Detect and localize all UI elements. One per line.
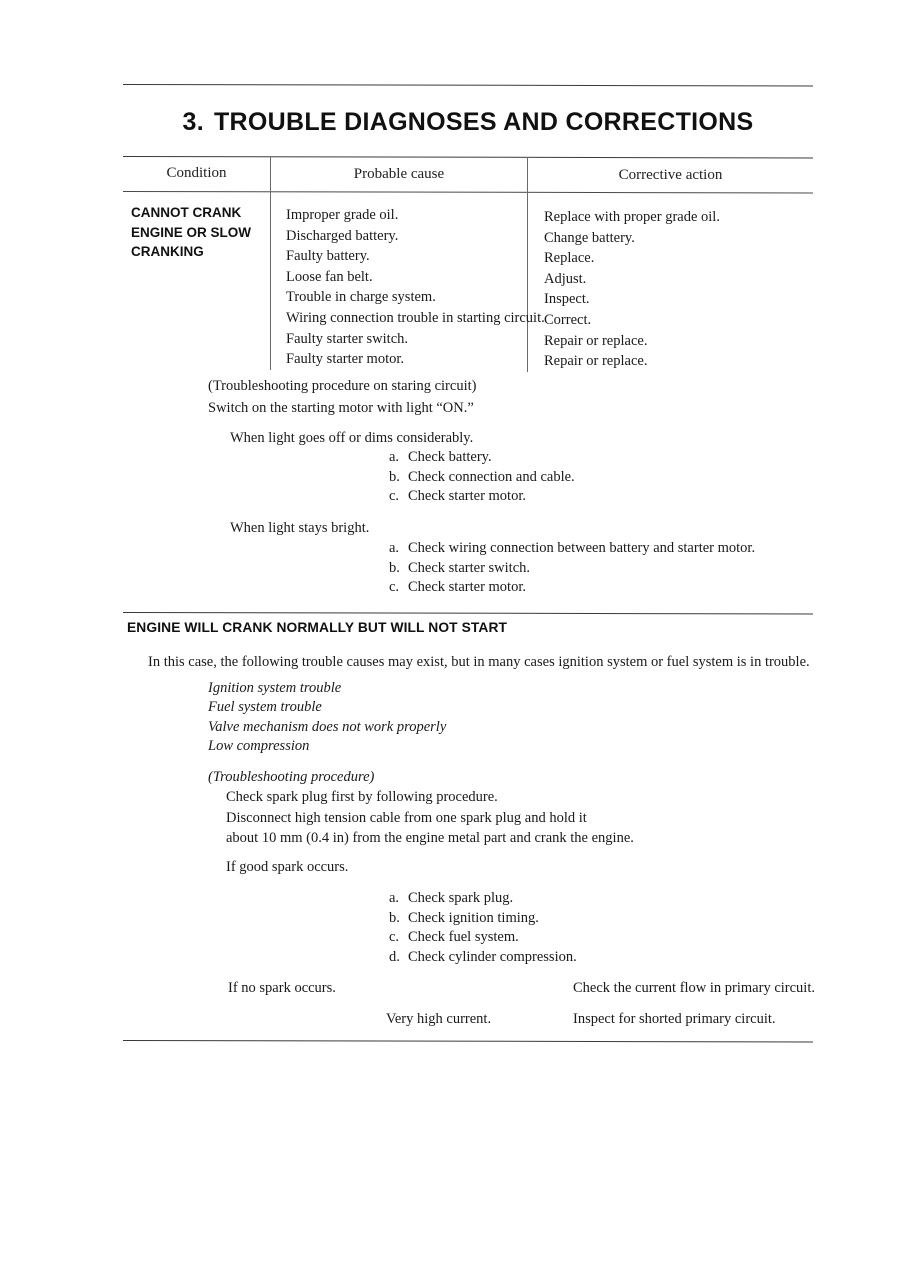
procedure-line: about 10 mm (0.4 in) from the engine metal part and crank the engine. <box>226 830 634 846</box>
list-item <box>389 928 577 948</box>
table-cell-condition <box>131 203 271 262</box>
table-top-rule <box>123 156 813 158</box>
crank-no-start-procedure-heading: (Troubleshooting procedure) <box>208 769 375 785</box>
starting-circuit-procedure-heading-block <box>208 376 476 418</box>
corrective-action-item: Adjust. <box>544 270 587 287</box>
corrective-action-item: Repair or replace. <box>544 332 648 349</box>
table-cell-probable-cause <box>286 205 545 370</box>
list-text: Check fuel system. <box>408 929 519 946</box>
cause-item: Fuel system trouble <box>208 699 322 716</box>
case-bright-label: When light stays bright. <box>230 520 370 536</box>
list-item <box>389 487 575 507</box>
good-spark-list <box>389 889 577 968</box>
list-marker: b. <box>389 468 400 485</box>
list-marker: c. <box>389 579 400 596</box>
section-separator-rule <box>123 612 813 614</box>
good-spark-label: If good spark occurs. <box>226 859 349 875</box>
list-text: Check wiring connection between battery and starter motor. <box>408 540 756 556</box>
top-rule <box>123 84 813 86</box>
list-text: Check battery. <box>408 449 492 465</box>
probable-cause-item: Wiring connection trouble in starting circuit. <box>286 309 545 326</box>
page-title-number: 3. <box>182 108 204 136</box>
list-item <box>389 578 755 598</box>
list-text: Check ignition timing. <box>408 909 539 926</box>
table-header-rule <box>123 191 813 193</box>
case-dim-label: When light goes off or dims considerably. <box>230 430 474 446</box>
table-divider-1 <box>270 157 271 370</box>
probable-cause-item: Loose fan belt. <box>286 268 373 285</box>
page-title <box>123 108 813 137</box>
section-heading-crank-no-start: ENGINE WILL CRANK NORMALLY BUT WILL NOT START <box>127 620 508 635</box>
table-divider-2 <box>527 157 528 372</box>
spark-plug-procedure <box>226 787 634 849</box>
list-marker: c. <box>389 929 400 946</box>
list-item <box>389 448 575 468</box>
list-marker: a. <box>389 540 400 556</box>
probable-cause-item: Discharged battery. <box>286 227 399 244</box>
probable-cause-item: Faulty starter switch. <box>286 330 409 347</box>
table-cell-corrective-action <box>544 207 814 372</box>
corrective-action-item: Repair or replace. <box>544 353 648 370</box>
condition-line: CRANKING <box>131 244 204 260</box>
corrective-action-item: Change battery. <box>544 229 635 246</box>
list-text: Check connection and cable. <box>408 468 575 485</box>
column-header-probable-cause: Probable cause <box>353 166 445 182</box>
condition-line: CANNOT CRANK <box>131 205 242 220</box>
list-item <box>389 948 577 968</box>
list-text: Check starter motor. <box>408 579 526 596</box>
starting-circuit-instruction: Switch on the starting motor with light “ON.” <box>208 400 474 416</box>
list-item <box>389 468 575 488</box>
list-marker: d. <box>389 949 400 966</box>
crank-no-start-cause-list <box>208 679 446 756</box>
cause-item: Ignition system trouble <box>208 680 342 696</box>
condition-line: ENGINE OR SLOW <box>131 224 252 240</box>
corrective-action-item: Replace with proper grade oil. <box>544 209 720 225</box>
bottom-rule <box>123 1040 813 1042</box>
probable-cause-item: Improper grade oil. <box>286 207 399 223</box>
no-spark-condition: If no spark occurs. <box>228 980 336 996</box>
cause-item: Valve mechanism does not work properly <box>208 718 447 735</box>
corrective-action-item: Correct. <box>544 311 592 328</box>
column-header-condition: Condition <box>166 165 227 181</box>
probable-cause-item: Trouble in charge system. <box>286 289 436 306</box>
list-item <box>389 909 577 929</box>
no-spark-detail: Very high current. <box>386 1011 492 1027</box>
list-marker: b. <box>389 559 400 576</box>
list-text: Check spark plug. <box>408 890 514 906</box>
list-text: Check starter switch. <box>408 559 531 576</box>
list-text: Check starter motor. <box>408 488 526 505</box>
list-marker: c. <box>389 488 400 505</box>
page-title-text: TROUBLE DIAGNOSES AND CORRECTIONS <box>213 108 754 136</box>
starting-circuit-procedure-heading: (Troubleshooting procedure on staring circuit) <box>208 378 477 394</box>
list-marker: a. <box>389 890 400 906</box>
list-text: Check cylinder compression. <box>408 949 577 966</box>
case-bright-list <box>389 539 755 598</box>
procedure-line: Disconnect high tension cable from one spark plug and hold it <box>226 809 587 826</box>
list-marker: b. <box>389 909 400 926</box>
procedure-line: Check spark plug first by following procedure. <box>226 789 498 805</box>
list-item <box>389 889 577 909</box>
list-item <box>389 539 755 559</box>
list-item <box>389 559 755 579</box>
cause-item: Low compression <box>208 737 310 754</box>
list-marker: a. <box>389 449 400 465</box>
corrective-action-item: Inspect. <box>544 291 590 308</box>
corrective-action-item: Replace. <box>544 250 595 267</box>
no-spark-action: Inspect for shorted primary circuit. <box>573 1011 776 1027</box>
crank-no-start-intro: In this case, the following trouble causes may exist, but in many cases ignition system or fuel system is in trouble. <box>148 654 810 670</box>
case-dim-list <box>389 448 575 507</box>
no-spark-action: Check the current flow in primary circuit. <box>573 980 815 996</box>
probable-cause-item: Faulty starter motor. <box>286 351 404 368</box>
column-header-corrective-action: Corrective action <box>618 167 723 183</box>
probable-cause-item: Faulty battery. <box>286 248 370 265</box>
